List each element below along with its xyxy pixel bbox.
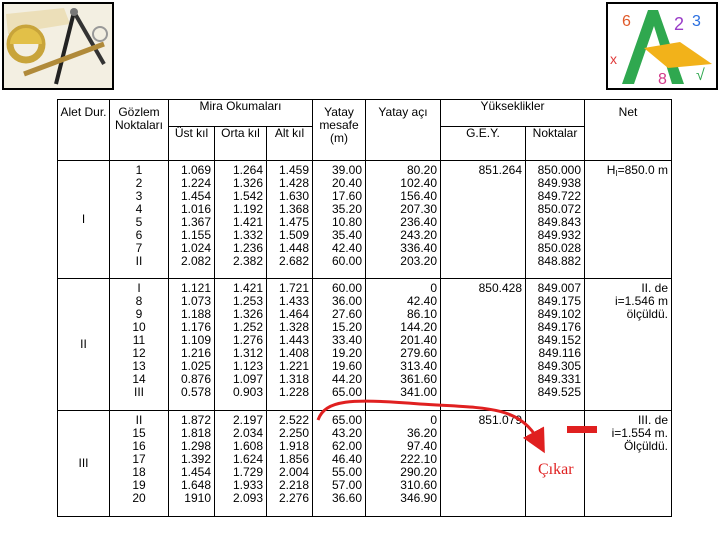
net-note: III. de i=1.554 m. Ölçüldü. [611,413,668,453]
header-alet-dur: Alet Dur. [58,100,110,161]
station-row [58,279,672,411]
gey-value: 851.264 [478,163,522,177]
cikar-label: Çıkar [538,461,574,478]
alt-kil-values: 1.459 1.428 1.630 1.368 1.475 1.509 1.448 2.682 [278,163,309,268]
station-row [58,411,672,517]
math-symbols-image [606,2,718,90]
header-yatay-aci: Yatay açı [366,100,441,161]
yatay-mesafe-values: 39.00 20.40 17.60 35.20 10.80 35.40 42.40 60.00 [331,163,362,268]
header-mira-okumalari: Mira Okumaları [169,100,313,127]
header-noktalar: Noktalar [526,127,585,161]
svg-text:8: 8 [658,71,667,88]
svg-text:x: x [610,51,617,67]
svg-text:2: 2 [674,14,685,34]
header-alt-kil: Alt kıl [267,127,313,161]
station-label: III [58,411,110,517]
svg-text:6: 6 [622,13,631,30]
yatay-aci-values: 0 42.40 86.10 144.20 201.40 279.60 313.40 361.60 341.00 [400,281,437,399]
svg-text:3: 3 [692,13,701,30]
point-list: 1 2 3 4 5 6 7 II [135,163,143,268]
station-label: I [58,161,110,279]
header-yatay-mesafe: Yatay mesafe (m) [313,100,366,161]
station-row [58,161,672,279]
alt-kil-values: 2.522 2.250 1.918 1.856 2.004 2.218 2.276 [278,413,309,505]
header-orta-kil: Orta kıl [215,127,267,161]
header-net: Net [585,100,672,161]
header-gey: G.E.Y. [441,127,526,161]
header-yukseklikler: Yükseklikler [441,100,585,127]
yatay-aci-values: 0 36.20 97.40 222.10 290.20 310.60 346.90 [400,413,437,505]
net-note: II. de i=1.546 m ölçüldü. [614,281,668,321]
net-note: $H_I=850.0$ m [606,163,668,178]
yatay-aci-values: 80.20 102.40 156.40 207.30 236.40 243.20 336.40 203.20 [400,163,437,268]
alt-kil-values: 1.721 1.433 1.464 1.328 1.443 1.408 1.221 1.318 1.228 [278,281,309,399]
ust-kil-values: 1.069 1.224 1.454 1.016 1.367 1.155 1.024 2.082 [180,163,211,268]
noktalar-values [526,411,581,414]
orta-kil-values: 1.421 1.253 1.326 1.252 1.276 1.312 1.123 1.097 0.903 [232,281,263,399]
header-ust-kil: Üst kıl [169,127,215,161]
yatay-mesafe-values: 65.00 43.20 62.00 46.40 55.00 57.00 36.60 [331,413,362,505]
noktalar-values: 849.007 849.175 849.102 849.176 849.152 849.116 849.305 849.331 849.525 [537,281,581,399]
ust-kil-values: 1.121 1.073 1.188 1.176 1.109 1.216 1.025 0.876 0.578 [180,281,211,399]
svg-text:√: √ [696,67,705,84]
orta-kil-values: 2.197 2.034 1.608 1.624 1.729 1.933 2.093 [232,413,263,505]
header-gozlem-noktalari: Gözlem Noktaları [110,100,169,161]
gey-value: 851.079 [478,413,522,427]
gey-value: 850.428 [478,281,522,295]
compass-ruler-image [2,2,114,90]
ust-kil-values: 1.872 1.818 1.298 1.392 1.454 1.648 1910 [180,413,211,505]
noktalar-values: 850.000 849.938 849.722 850.072 849.843 849.932 850.028 848.882 [537,163,581,268]
point-list: II 15 16 17 18 19 20 [132,413,146,505]
survey-table [57,99,672,517]
point-list: I 8 9 10 11 12 13 14 III [132,281,146,399]
station-label: II [58,279,110,411]
yatay-mesafe-values: 60.00 36.00 27.60 15.20 33.40 19.20 19.60 44.20 65.00 [331,281,362,399]
orta-kil-values: 1.264 1.326 1.542 1.192 1.421 1.332 1.236 2.382 [232,163,263,268]
